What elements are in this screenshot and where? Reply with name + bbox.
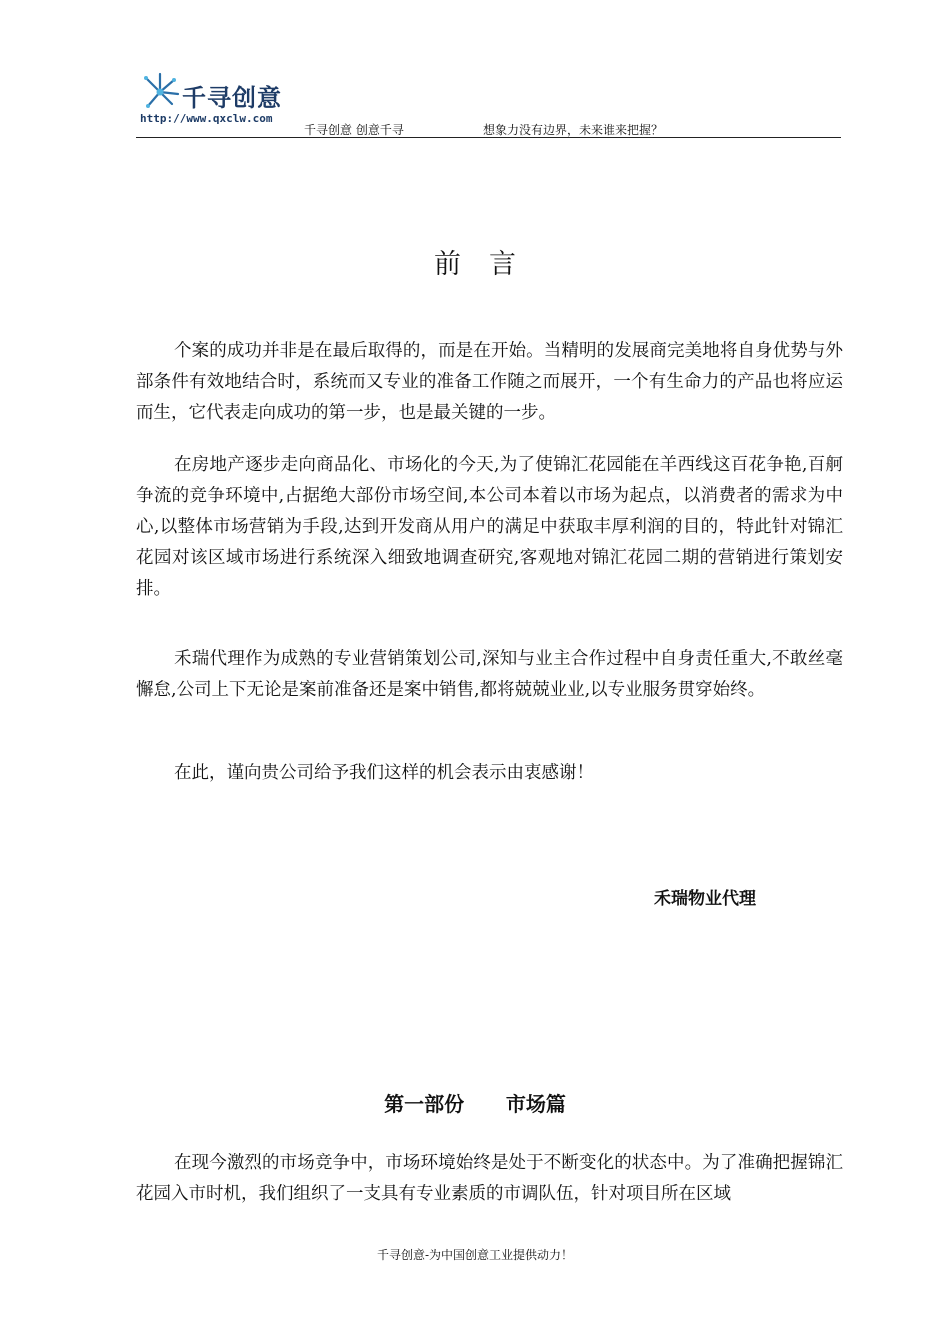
header-divider — [136, 137, 841, 138]
signature: 禾瑞物业代理 — [654, 889, 756, 909]
logo — [136, 66, 296, 125]
page-header — [136, 66, 841, 138]
section-title: 第一部份 市场篇 — [384, 1092, 566, 1116]
header-slogan-left: 千寻创意 创意千寻 — [304, 123, 404, 137]
preface-paragraph-2: 在房地产逐步走向商品化、市场化的今天,为了使锦汇花园能在羊西线这百花争艳,百舸争流的竞争环境中,占据绝大部份市场空间,本公司本着以市场为起点，以消费者的需求为中心,以整体市场营销为手段,达到开发商从用户的满足中获取丰厚利润的目的，特此针对锦汇花园对该区域市场进行系统深入细致地调查研究,客观地对锦汇花园二期的营销进行策划安排。 — [136, 455, 843, 599]
preface-title: 前言 — [434, 249, 544, 280]
page-footer: 千寻创意-为中国创意工业提供动力！ — [376, 1248, 574, 1262]
logo-text: 千寻创意 — [182, 84, 282, 112]
preface-paragraph-1: 个案的成功并非是在最后取得的，而是在开始。当精明的发展商完美地将自身优势与外部条件有效地结合时，系统而又专业的准备工作随之而展开，一个有生命力的产品也将应运而生，它代表走向成功的第一步，也是最关键的一步。 — [136, 341, 843, 423]
header-slogan-right: 想象力没有边界，未来谁来把握？ — [483, 123, 664, 137]
section-paragraph: 在现今激烈的市场竞争中，市场环境始终是处于不断变化的状态中。为了准确把握锦汇花园入市时机，我们组织了一支具有专业素质的市调队伍，针对项目所在区域 — [136, 1153, 843, 1204]
star-burst-icon — [140, 72, 180, 112]
preface-paragraph-3: 禾瑞代理作为成熟的专业营销策划公司,深知与业主合作过程中自身责任重大,不敢丝毫懈怠,公司上下无论是案前准备还是案中销售,都将兢兢业业,以专业服务贯穿始终。 — [136, 649, 843, 700]
preface-paragraph-4: 在此，谨向贵公司给予我们这样的机会表示由衷感谢！ — [174, 763, 594, 783]
logo-url[interactable]: http://www.qxclw.com — [140, 112, 273, 125]
